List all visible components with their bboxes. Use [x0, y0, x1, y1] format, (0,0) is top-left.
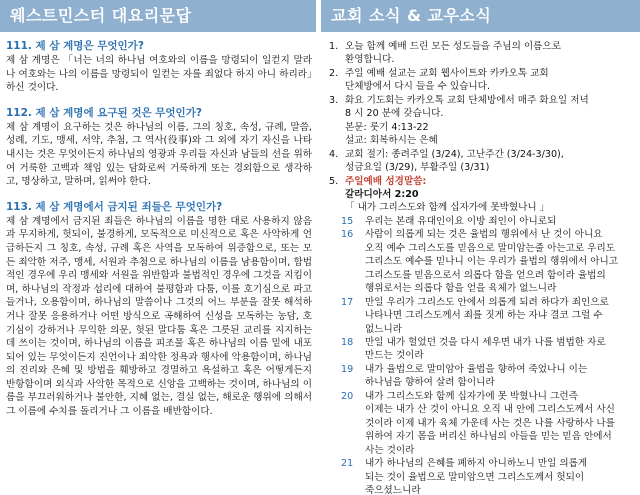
news-item-line: 설교: 회복하시는 은혜 [345, 135, 438, 147]
catechism-body [0, 32, 318, 419]
news-item-line: 8 시 20 분에 갖습니다. [345, 108, 444, 120]
news-item [329, 67, 636, 94]
verse-line: 그리스도 예수를 믿나니 이는 우리가 율법의 행위에서 아니고 [365, 256, 619, 268]
question-112: 112. 제 삼 계명에 요구된 것은 무엇인가? [6, 106, 202, 119]
verse-line: 사는 것이라 [365, 444, 415, 456]
verse-number: 17 [341, 296, 354, 308]
news-item-number [329, 121, 345, 148]
verse-line: 내가 그리스도와 함께 십자가에 못 박혔나니 그런즉 [365, 390, 578, 402]
verse-line: 죽으셨느니라 [365, 484, 421, 495]
news-item-line: 환영합니다. [345, 54, 395, 66]
verse-line: 사람이 의롭게 되는 것은 율법의 행위에서 난 것이 아니요 [365, 229, 603, 241]
news-item-line: 교회 절기: 종려주일 (3/24), 고난주간 (3/24-3/30), [345, 148, 564, 160]
verse-17 [329, 296, 636, 309]
news-item-text [345, 121, 636, 148]
verse-line: 되는 것이 율법으로 말미암으면 그리스도께서 헛되이 [365, 471, 585, 483]
news-list [329, 40, 636, 175]
verse-list [329, 215, 636, 495]
verse-line: 하나님을 향하여 살려 함이니라 [365, 377, 495, 389]
verse-15 [329, 215, 636, 228]
news-item-text [345, 40, 636, 67]
verse-number: 19 [341, 363, 354, 375]
verse-16 [329, 228, 636, 241]
news-item-number: 2. [329, 67, 339, 79]
verse-number: 20 [341, 390, 354, 402]
news-item-number: 4. [329, 148, 339, 160]
news-item-number: 5. [329, 175, 339, 187]
news-item-number: 3. [329, 94, 339, 106]
news-item-text [345, 94, 636, 121]
news-item-number: 1. [329, 41, 339, 52]
news-item-line: 주일 예배 설교는 교회 웹사이트와 카카오톡 교회 [345, 67, 549, 79]
verse-line: 내가 율법으로 말미암아 율법을 향하여 죽었나니 이는 [365, 363, 588, 375]
news-item-line: 오늘 함께 예배 드린 모든 성도들을 주님의 이름으로 [345, 41, 561, 52]
verse-line: 것이라 이제 내가 육체 가운데 사는 것은 나를 사랑하사 나를 [365, 417, 615, 429]
verse-line: 우리는 본래 유대인이요 이방 죄인이 아니로되 [365, 215, 557, 227]
answer-111: 제 삼 계명은 「너는 너의 하나님 여호와의 이름을 망령되이 일컫지 말라 나 여호와는 나의 이름을 망령되이 일컫는 자를 죄없다 하지 아니 하리라」하신 것이다. [6, 55, 312, 94]
verse-line: 행위로서는 의롭다 함을 얻을 육체가 없느니라 [365, 283, 557, 295]
verse-21 [329, 457, 636, 470]
verse-number: 16 [341, 229, 354, 241]
right-column [321, 0, 640, 495]
answer-113: 제 삼 계명에서 금지된 죄들은 하나님의 이름을 명한 대로 사용하지 않음과 무지하게, 헛되이, 불경하게, 모독적으로 미신적으로 혹은 사악하게 언급하든지 그 칭호, 속성, 규례 혹은 사역을 모독하여 위증함으로, 또는 모든 죄악한 저주, 맹세, 서원과 추첨으로 하나님의 이름을 남용함이며, 합법적인 경우에 우리 맹세와 서원을 위반함과 불법적인 경우에 그것을 지킴이며, 하나님의 작정과 섭리에 대하여 불평함과 다툼, 이를 호기심으로 파고들거나, 오용함이며, 하나님의 말씀이나 그것의 어느 부분을 잘못 해석하거나 잘못 응용하거나 어떤 방식으로 곡해하여 신성을 모독하는 농담, 호기심이 강하거나 무익한 의문, 헛된 말다툼 혹은 그릇된 교리를 지지하는 데 쓰이는 것이며, 하나님의 이름을 피조물 혹은 하나님의 이름 밑에 내포되어 있는 무엇이든지 진언이나 죄악한 정욕과 행사에 악용함이며, 하나님의 진리와 은혜 및 방법을 훼방하고 경멸하고 욕설하고 혹은 어떻게든지 반항함이며 외식과 사악한 목적으로 신앙을 고백하는 것이며, 하나님의 이름을 부끄러워하거나 불안한, 지혜 없는, 결실 없는, 해로운 행위에 의해서 그 이름에 수치를 돌리거나 그 이름을 배반함이다. [6, 215, 312, 418]
verse-line: 위하여 자기 몸을 버리신 하나님의 아들을 믿는 믿음 안에서 [365, 431, 612, 443]
verse-line: 만드는 것이라 [365, 350, 424, 362]
scripture-label: 주일예배 성경말씀: [345, 175, 427, 187]
news-item-line: 단체방에서 다시 들을 수 있습니다. [345, 81, 490, 93]
scripture-quote: 「 내가 그리스도와 함께 십자가에 못박혔나니 」 [345, 202, 550, 214]
question-111: 111. 제 삼 계명은 무엇인가? [6, 40, 144, 52]
verse-line: 이제는 내가 산 것이 아니요 오직 내 안에 그리스도께서 사신 [365, 404, 615, 416]
verse-number: 15 [341, 215, 354, 227]
news-item [329, 94, 636, 121]
news-item [329, 148, 636, 175]
verse-line: 내가 하나님의 은혜를 폐하지 아니하노니 만일 의롭게 [365, 458, 588, 470]
news-header: 교회 소식 & 교우소식 [321, 0, 640, 32]
news-item-text [345, 148, 636, 175]
verse-line: 만일 우리가 그리스도 안에서 의롭게 되려 하다가 죄인으로 [365, 296, 609, 308]
news-item-line: 성금요일 (3/29), 부활주일 (3/31) [345, 162, 490, 174]
news-item-text [345, 67, 636, 94]
verse-line: 만일 내가 헐었던 것을 다시 세우면 내가 나를 범법한 자로 [365, 336, 606, 348]
verse-number: 21 [341, 458, 354, 470]
catechism-header: 웨스트민스터 대요리문답 [0, 0, 316, 32]
news-item [329, 121, 636, 148]
verse-20 [329, 390, 636, 403]
news-item [329, 40, 636, 67]
news-item-line: 본문: 룻기 4:13-22 [345, 121, 429, 133]
verse-line: 오직 예수 그리스도를 믿음으로 말미암는줄 아는고로 우리도 [365, 242, 615, 254]
verse-19 [329, 363, 636, 376]
question-113: 113. 제 삼 계명에서 금지된 죄들은 무엇인가? [6, 200, 223, 213]
verse-line: 없느니라 [365, 323, 403, 335]
verse-line: 나타나면 그리스도께서 죄를 짓게 하는 자냐 결코 그럴 수 [365, 310, 603, 322]
verse-number: 18 [341, 336, 354, 348]
verse-18 [329, 336, 636, 349]
news-item-5 [329, 175, 636, 188]
answer-112: 제 삼 계명이 요구하는 것은 하나님의 이름, 그의 칭호, 속성, 규례, 말씀, 성례, 기도, 맹세, 서약, 추첨, 그 역사(役事)와 그 외에 자기 자신을 나타내시는 것은 무엇이든지 하나님의 영광과 우리들 자신과 남들의 선을 위하여 거룩한 고백과 책임 있는 담화로써 거룩하게 또는 경외함으로 생각하고, 명상하고, 말하며, 읽써야 한다. [6, 121, 312, 188]
scripture-passage: 갈라디아서 2:20 [345, 188, 419, 200]
verse-line: 그리스도를 믿음으로서 의롭다 함을 얻으려 함이라 율법의 [365, 269, 606, 281]
news-item-line: 화요 기도회는 카카오톡 교회 단체방에서 매주 화요일 저녁 [345, 94, 589, 106]
news-body [321, 32, 640, 495]
left-column [0, 0, 318, 495]
